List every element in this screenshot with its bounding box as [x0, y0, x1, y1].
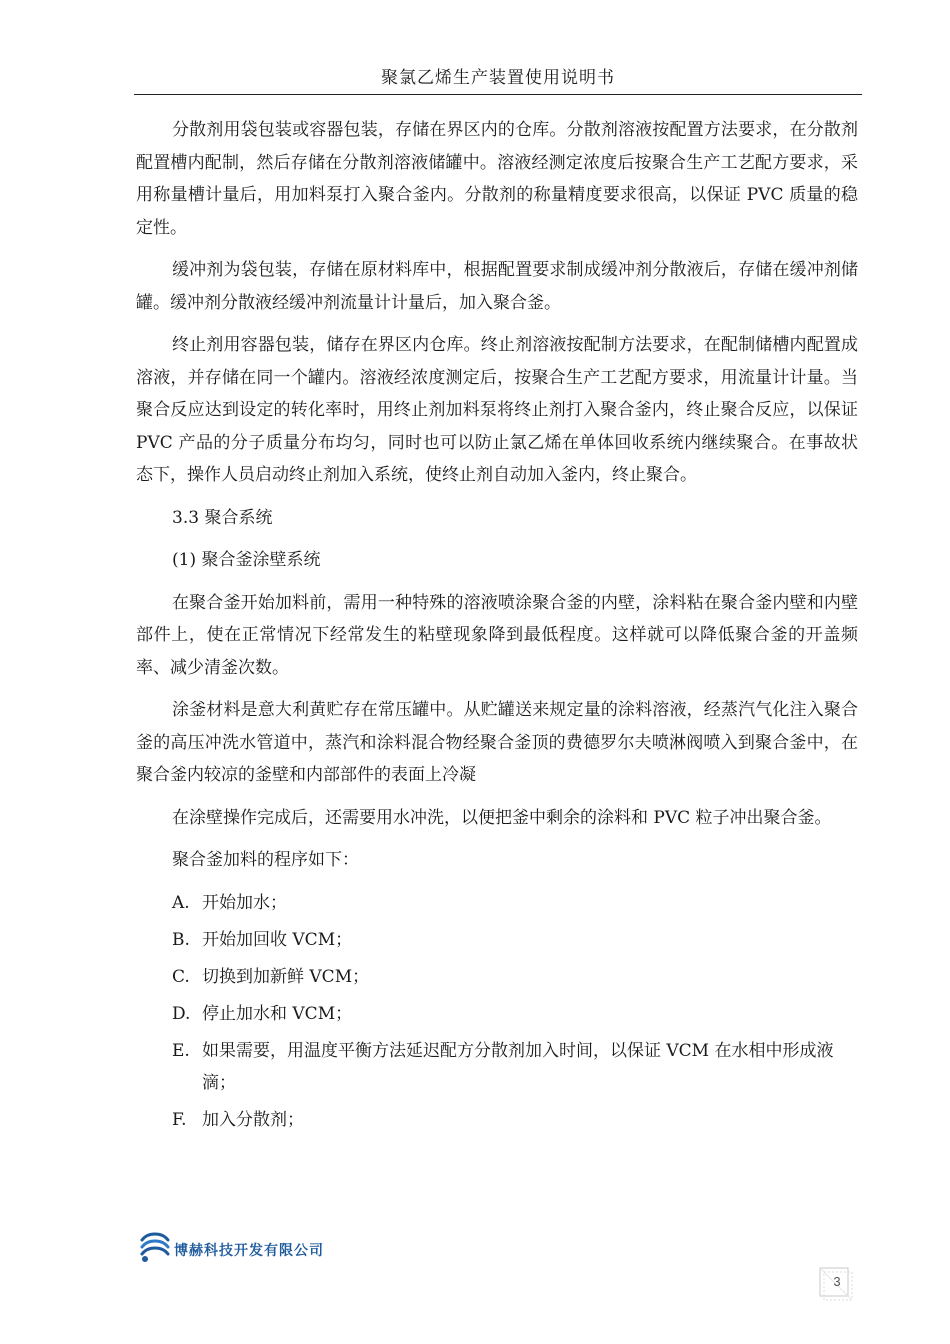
list-text: 开始加水； — [202, 892, 287, 913]
page-number: 3 — [833, 1274, 841, 1289]
list-marker: E. — [172, 1040, 190, 1061]
list-text: 停止加水和 VCM； — [202, 1003, 353, 1024]
list-marker: B. — [172, 929, 190, 950]
list-text: 开始加回收 VCM； — [202, 929, 353, 950]
list-text: 如果需要，用温度平衡方法延迟配方分散剂加入时间，以保证 VCM 在水相中形成液滴； — [202, 1040, 834, 1093]
list-marker: A. — [172, 892, 190, 913]
company-logo-icon — [138, 1230, 172, 1264]
list-text: 切换到加新鲜 VCM； — [202, 966, 370, 987]
company-name: 博赫科技开发有限公司 — [174, 1243, 324, 1259]
list-item — [136, 1104, 858, 1136]
paragraph-buffer: 缓冲剂为袋包装，存储在原材料库中，根据配置要求制成缓冲剂分散液后，存储在缓冲剂储罐。缓冲剂分散液经缓冲剂流量计计量后，加入聚合釜。 — [136, 260, 858, 313]
paragraph-coating-intro: 在聚合釜开始加料前，需用一种特殊的溶液喷涂聚合釜的内壁，涂料粘在聚合釜内壁和内壁部件上，使在正常情况下经常发生的粘壁现象降到最低程度。这样就可以降低聚合釜的开盖频率、减少清釜次数。 — [136, 592, 858, 678]
list-text: 加入分散剂； — [202, 1109, 304, 1130]
subsection-heading: (1) 聚合釜涂壁系统 — [172, 550, 321, 570]
list-item — [136, 924, 858, 956]
list-marker: D. — [172, 1003, 191, 1024]
paragraph-coating-material: 涂釜材料是意大利黄贮存在常压罐中。从贮罐送来规定量的涂料溶液，经蒸汽气化注入聚合釜的高压冲洗水管道中，蒸汽和涂料混合物经聚合釜顶的费德罗尔夫喷淋阀喷入到聚合釜中，在聚合釜内较凉的釜壁和内部部件的表面上冷凝 — [136, 700, 858, 785]
section-heading: 3.3 聚合系统 — [172, 507, 273, 528]
list-marker: F. — [172, 1109, 187, 1130]
list-marker: C. — [172, 966, 190, 987]
page-footer — [138, 1226, 398, 1274]
page-header — [134, 56, 862, 95]
list-item — [136, 887, 858, 919]
list-item — [136, 998, 858, 1030]
procedure-list — [136, 887, 858, 1136]
paragraph-terminator: 终止剂用容器包装，储存在界区内仓库。终止剂溶液按配制方法要求，在配制储槽内配置成溶液，并存储在同一个罐内。溶液经浓度测定后，按聚合生产工艺配方要求，用流量计计量。当聚合反应达到设定的转化率时，用终止剂加料泵将终止剂打入聚合釜内，终止聚合反应，以保证 PVC 产品的分子质量分布均匀，同时也可以防止氯乙烯在单体回收系统内继续聚合。在事故状态下，操作人员启动终止剂加入系统，使终止剂自动加入釜内，终止聚合。 — [136, 335, 858, 485]
page-badge — [814, 1262, 860, 1308]
list-item — [136, 961, 858, 993]
document-title: 聚氯乙烯生产装置使用说明书 — [381, 68, 615, 88]
paragraph-rinse: 在涂壁操作完成后，还需要用水冲洗，以便把釜中剩余的涂料和 PVC 粒子冲出聚合釜。 — [172, 807, 832, 828]
paragraph-dispersant: 分散剂用袋包装或容器包装，存储在界区内的仓库。分散剂溶液按配置方法要求，在分散剂配置槽内配制，然后存储在分散剂溶液储罐中。溶液经测定浓度后按聚合生产工艺配方要求，采用称量槽计量后，用加料泵打入聚合釜内。分散剂的称量精度要求很高，以保证 PVC 质量的稳定性。 — [136, 120, 858, 238]
document-body — [136, 114, 858, 1141]
list-item — [136, 1035, 858, 1099]
paragraph-procedure-intro: 聚合釜加料的程序如下： — [172, 850, 359, 870]
